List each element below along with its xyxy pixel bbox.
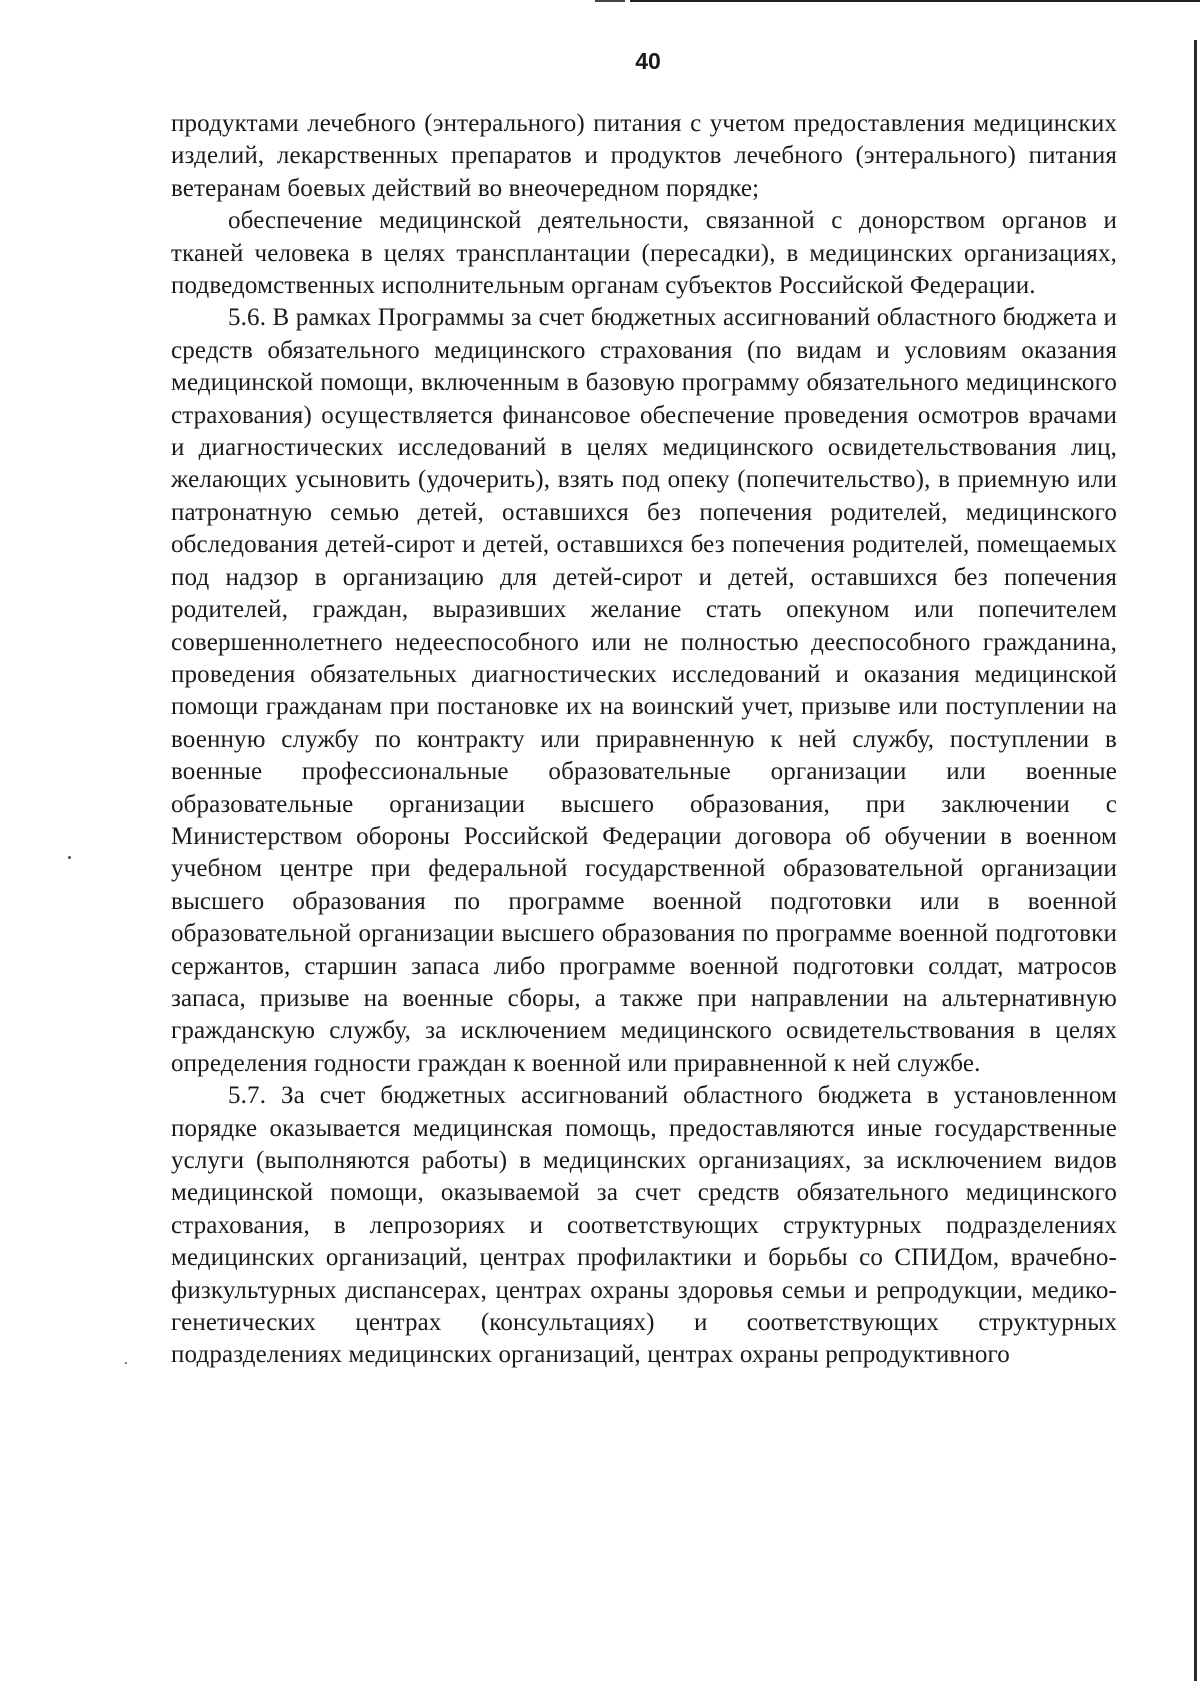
- scan-top-border: [630, 0, 1200, 2]
- scan-speck: [68, 856, 71, 859]
- paragraph: 5.6. В рамках Программы за счет бюджетных ассигнований областного бюджета и средств обязательного медицинского страхования (по видам и условиям оказания медицинской помощи, включенным в базовую программу обязательного медицинского страхования) осуществляется финансовое обеспечение проведения осмотров врачами и диагностических исследований в целях медицинского освидетельствования лиц, желающих усыновить (удочерить), взять под опеку (попечительство), в приемную или патронатную семью детей, оставшихся без попечения родителей, медицинского обследования детей-сирот и детей, оставшихся без попечения родителей, помещаемых под надзор в организацию для детей-сирот и детей, оставшихся без попечения родителей, граждан, выразивших желание стать опекуном или попечителем совершеннолетнего недееспособного или не полностью дееспособного гражданина, проведения обязательных диагностических исследований и оказания медицинской помощи гражданам при постановке их на воинский учет, призыве или поступлении на военную службу по контракту или приравненную к ней службу, поступлении в военные профессиональные образовательные организации или военные образовательные организации высшего образования, при заключении с Министерством обороны Российской Федерации договора об обучении в военном учебном центре при федеральной государственной образовательной организации высшего образования по программе военной подготовки или в военной образовательной организации высшего образования по программе военной подготовки сержантов, старшин запаса либо программе военной подготовки солдат, матросов запаса, призыве на военные сборы, а также при направлении на альтернативную гражданскую службу, за исключением медицинского освидетельствования в целях определения годности граждан к военной или приравненной к ней службе.: [171, 304, 1117, 1077]
- paragraph: обеспечение медицинской деятельности, связанной с донорством органов и тканей человека в целях трансплантации (пересадки), в медицинских организациях, подведомственных исполнительным органам субъектов Российской Федерации.: [171, 207, 1117, 300]
- scan-speck: [125, 1362, 127, 1364]
- page-number: [0, 48, 1200, 75]
- page-number-text: 40: [635, 48, 661, 74]
- document-body: [171, 108, 1117, 1372]
- scan-edge-mark: [595, 0, 625, 2]
- scan-right-border: [1194, 40, 1197, 1681]
- paragraph: 5.7. За счет бюджетных ассигнований областного бюджета в установленном порядке оказывается медицинская помощь, предоставляются иные государственные услуги (выполняются работы) в медицинских организациях, за исключением видов медицинской помощи, оказываемой за счет средств обязательного медицинского страхования, в лепрозориях и соответствующих структурных подразделениях медицинских организаций, центрах профилактики и борьбы со СПИДом, врачебно-физкультурных диспансерах, центрах охраны здоровья семьи и репродукции, медико-генетических центрах (консультациях) и соответствующих структурных подразделениях медицинских организаций, центрах охраны репродуктивного: [171, 1082, 1117, 1369]
- paragraph: продуктами лечебного (энтерального) питания с учетом предоставления медицинских изделий, лекарственных препаратов и продуктов лечебного (энтерального) питания ветеранам боевых действий во внеочередном порядке;: [171, 110, 1117, 202]
